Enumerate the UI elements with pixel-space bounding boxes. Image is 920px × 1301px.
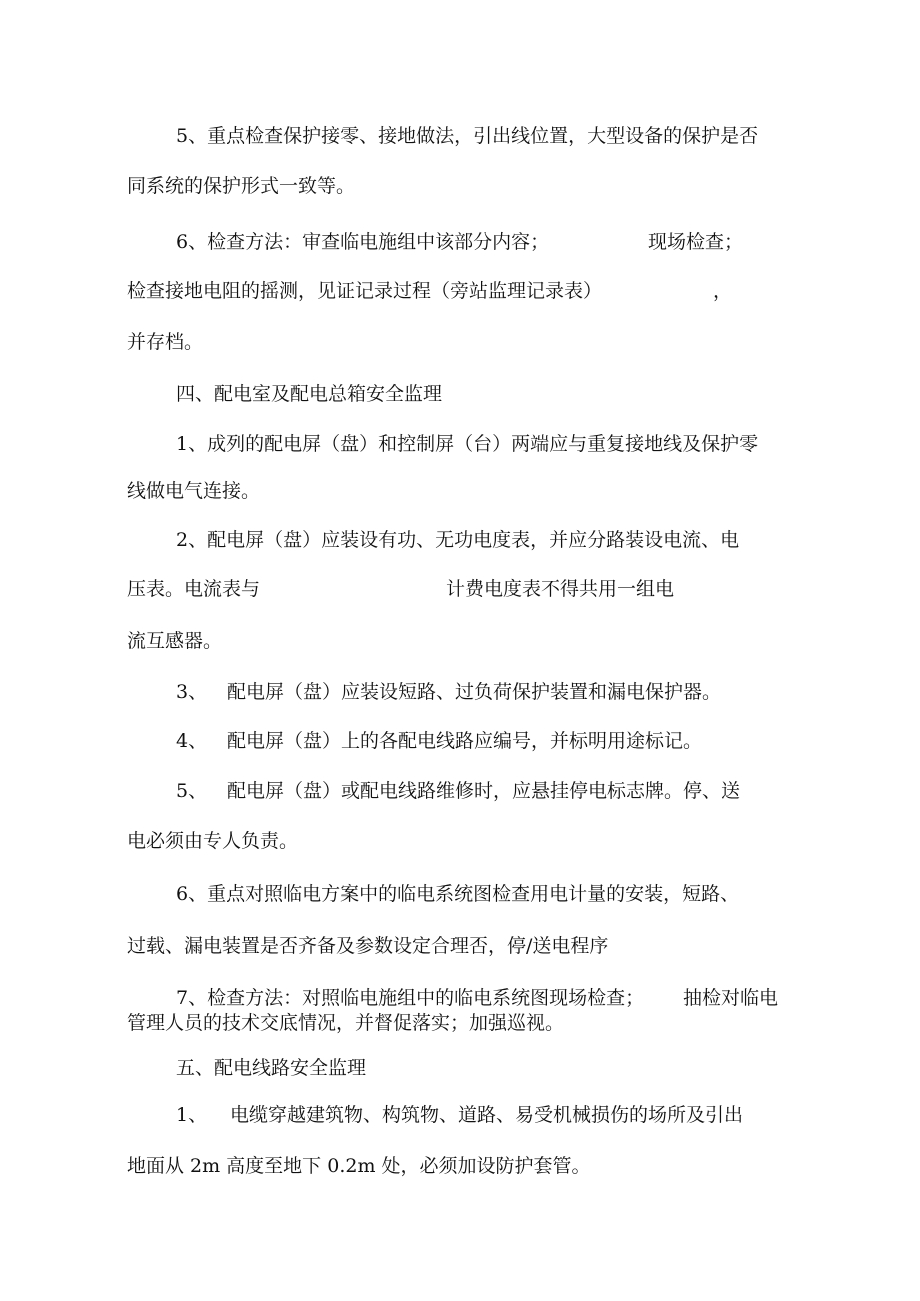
text-line: 6、重点对照临电方案中的临电系统图检查用电计量的安装，短路、 xyxy=(176,883,740,905)
text-line: 计费电度表不得共用一组电 xyxy=(446,578,675,600)
text-line: 压表。电流表与 xyxy=(127,578,261,600)
text-line: 7、检查方法：对照临电施组中的临电系统图现场检查； xyxy=(176,987,645,1009)
section-heading: 五、配电线路安全监理 xyxy=(176,1057,367,1079)
list-number: 5、 xyxy=(176,780,208,802)
text-line: 同系统的保护形式一致等。 xyxy=(127,175,356,197)
text-line: 过载、漏电装置是否齐备及参数设定合理否，停/送电程序 xyxy=(127,935,609,957)
text-line: 配电屏（盘）上的各配电线路应编号，并标明用途标记。 xyxy=(227,730,703,752)
text-line: 管理人员的技术交底情况，并督促落实；加强巡视。 xyxy=(127,1012,565,1034)
list-number: 1、 xyxy=(176,1104,208,1126)
text-line: 5、重点检查保护接零、接地做法，引出线位置，大型设备的保护是否 xyxy=(176,125,759,147)
section-heading: 四、配电室及配电总箱安全监理 xyxy=(176,383,443,405)
text-line: 2、配电屏（盘）应装设有功、无功电度表，并应分路装设电流、电 xyxy=(176,529,740,551)
text-line: 线做电气连接。 xyxy=(127,480,261,502)
list-number: 3、 xyxy=(176,681,208,703)
text-line: 电缆穿越建筑物、构筑物、道路、易受机械损伤的场所及引出 xyxy=(230,1104,744,1126)
text-line: 现场检查； xyxy=(648,231,744,253)
text-line: 检查接地电阻的摇测，见证记录过程（旁站监理记录表） xyxy=(127,280,603,302)
text-line: 并存档。 xyxy=(127,331,204,353)
text-line: 配电屏（盘）或配电线路维修时，应悬挂停电标志牌。停、送 xyxy=(227,780,741,802)
text-line: 电必须由专人负责。 xyxy=(127,830,299,852)
text-line: 地面从 2m 高度至地下 0.2m 处，必须加设防护套管。 xyxy=(127,1155,591,1177)
text-line: 抽检对临电 xyxy=(683,987,779,1009)
text-line: 流互感器。 xyxy=(127,630,223,652)
text-line: 1、成列的配电屏（盘）和控制屏（台）两端应与重复接地线及保护零 xyxy=(176,433,759,455)
text-line: 6、检查方法：审查临电施组中该部分内容； xyxy=(176,231,550,253)
list-number: 4、 xyxy=(176,730,208,752)
text-line: 配电屏（盘）应装设短路、过负荷保护装置和漏电保护器。 xyxy=(227,681,722,703)
text-line: ， xyxy=(713,280,733,302)
